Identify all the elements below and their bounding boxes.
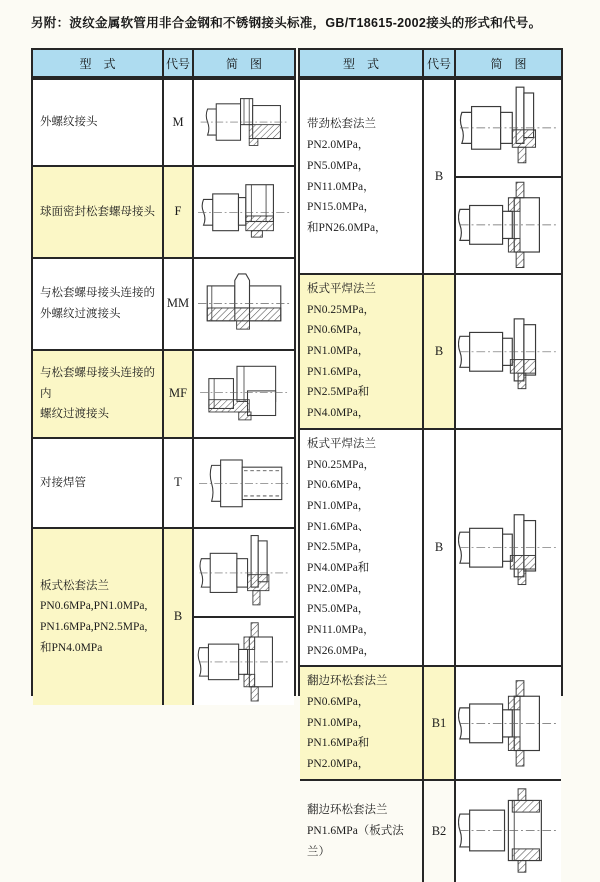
fitting-code-cell: F <box>164 167 194 257</box>
fitting-code-cell: M <box>164 80 194 165</box>
table-row <box>33 165 294 257</box>
column-header: 代号 <box>164 50 194 76</box>
table-row <box>300 273 561 428</box>
diagram-cell <box>194 167 294 257</box>
fitting-type-cell <box>33 259 164 349</box>
table-row <box>300 428 561 666</box>
fitting-type-cell <box>33 529 164 705</box>
table-row <box>33 349 294 437</box>
fitting-code-cell: B <box>424 430 456 666</box>
fitting-type-line: 翻边环松套法兰 <box>307 675 388 688</box>
diagram-weld-flange <box>456 430 561 666</box>
fitting-code-cell: MF <box>164 351 194 437</box>
fitting-code-cell: B <box>424 275 456 428</box>
diagram-loose-flange-bolted <box>194 616 294 705</box>
diagram-butt-weld-pipe <box>194 439 294 527</box>
fitting-table-left <box>31 48 296 696</box>
fitting-type-line: PN0.25MPa，PN0.6MPa， <box>307 458 376 492</box>
table-header-row <box>300 50 561 78</box>
fitting-code-cell: T <box>164 439 194 527</box>
diagram-loose-flange-tall <box>456 80 561 176</box>
diagram-cell <box>456 430 561 666</box>
fitting-type-cell <box>33 167 164 257</box>
fitting-type-line: 板式松套法兰 <box>40 579 109 592</box>
table-row <box>300 779 561 882</box>
fitting-type-line: 与松套螺母接头连接的 <box>40 287 155 300</box>
diagram-cell <box>194 80 294 165</box>
fitting-code-cell: B <box>164 529 194 705</box>
table-row <box>33 78 294 165</box>
diagram-cell <box>456 781 561 882</box>
fitting-type-line: PN2.0MPa，PN5.0MPa， <box>307 582 370 616</box>
fitting-type-cell <box>300 275 424 428</box>
diagram-cell <box>456 667 561 778</box>
fitting-type-line: 外螺纹接头 <box>40 116 98 129</box>
diagram-cell <box>456 80 561 273</box>
fitting-type-cell <box>33 351 164 437</box>
fitting-type-line: 球面密封松套螺母接头 <box>40 205 155 218</box>
fitting-type-line: PN11.0MPa，PN26.0MPa， <box>307 624 376 657</box>
fitting-type-line: PN1.6MPa（板式法兰） <box>307 824 404 858</box>
fitting-table-right <box>298 48 563 858</box>
fitting-code-cell: B2 <box>424 781 456 882</box>
diagram-loose-flange-bolted <box>456 176 561 274</box>
fitting-type-line: PN1.6MPa和PN2.0MPa， <box>307 737 370 771</box>
fitting-type-line: PN2.5MPa和PN4.0MPa， <box>307 386 370 420</box>
fitting-type-cell <box>300 667 424 778</box>
fitting-code-cell: B1 <box>424 667 456 778</box>
diagram-flared-ring-flange <box>456 781 561 882</box>
fitting-type-line: 翻边环松套法兰 <box>307 804 388 817</box>
column-header: 型 式 <box>33 50 164 76</box>
column-header: 简 图 <box>225 56 262 71</box>
fitting-type-cell <box>33 439 164 527</box>
diagram-swivel-nut <box>194 167 294 257</box>
fitting-type-line: 带劲松套法兰 <box>307 118 376 131</box>
diagram-cell <box>194 351 294 437</box>
diagram-loose-flange-tall <box>194 529 294 616</box>
fitting-type-line: 板式平焊法兰 <box>307 437 376 450</box>
fitting-type-line: PN0.25MPa，PN0.6MPa， <box>307 303 376 337</box>
page-title: 另附：波纹金属软管用非合金钢和不锈钢接头标准，GB/T18615-2002接头的形式和代号。 <box>31 16 542 30</box>
fitting-type-line: PN11.0MPa，PN15.0MPa， <box>307 180 376 214</box>
table-row <box>33 527 294 705</box>
table-header-row <box>33 50 294 78</box>
diagram-cell <box>194 439 294 527</box>
fitting-type-line: 螺纹过渡接头 <box>40 408 109 421</box>
diagram-male-adapter <box>194 259 294 349</box>
column-header: 简 图 <box>490 56 527 71</box>
column-header: 型 式 <box>300 50 424 76</box>
fitting-type-cell <box>300 80 424 273</box>
diagram-male-thread <box>194 80 294 165</box>
column-header: 代号 <box>424 50 456 76</box>
fitting-type-line: 对接焊管 <box>40 476 86 489</box>
fitting-type-line: 和PN4.0MPa <box>40 641 103 654</box>
fitting-code-cell: B <box>424 80 456 273</box>
fitting-type-line: PN0.6MPa,PN1.0MPa, <box>40 600 148 613</box>
fitting-type-cell <box>300 781 424 882</box>
fitting-code-cell: MM <box>164 259 194 349</box>
diagram-cell <box>194 259 294 349</box>
fitting-type-line: 板式平焊法兰 <box>307 283 376 295</box>
table-row <box>300 665 561 778</box>
diagram-female-adapter <box>194 351 294 437</box>
table-row <box>300 78 561 273</box>
fitting-type-line: 与松套螺母接头连接的内 <box>40 366 155 400</box>
fitting-type-line: PN2.0MPa，PN5.0MPa， <box>307 139 370 172</box>
fitting-type-line: PN2.5MPa，PN4.0MPa和 <box>307 541 370 574</box>
table-row <box>33 257 294 349</box>
fitting-type-line: PN1.6MPa,PN2.5MPa, <box>40 620 148 633</box>
fitting-type-line: PN1.0MPa，PN1.6MPa、 <box>307 499 370 533</box>
fitting-type-line: 外螺纹过渡接头 <box>40 307 121 320</box>
fitting-type-line: 和PN26.0MPa， <box>307 221 387 234</box>
diagram-cell <box>194 529 294 705</box>
fitting-type-line: PN1.0MPa，PN1.6MPa， <box>307 345 370 378</box>
table-row <box>33 437 294 527</box>
fitting-type-line: PN0.6MPa，PN1.0MPa， <box>307 696 370 729</box>
diagram-loose-flange-bolted <box>456 667 561 778</box>
fitting-type-cell <box>300 430 424 666</box>
fitting-type-cell <box>33 80 164 165</box>
diagram-weld-flange <box>456 275 561 428</box>
diagram-cell <box>456 275 561 428</box>
